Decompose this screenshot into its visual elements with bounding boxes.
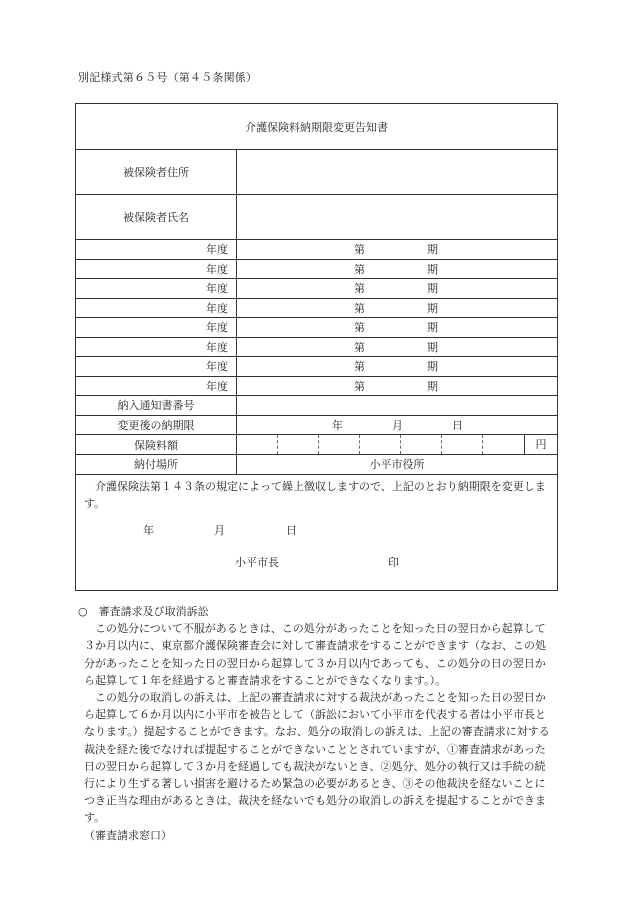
nendo-label: 年度 bbox=[76, 259, 237, 279]
ki-label: 期 bbox=[427, 379, 438, 393]
payment-place-value: 小平市役所 bbox=[237, 455, 558, 475]
ki-label: 期 bbox=[427, 262, 438, 276]
period-field[interactable] bbox=[237, 279, 558, 299]
notice-number-label: 納入通知書番号 bbox=[76, 396, 237, 416]
premium-amount-field[interactable] bbox=[237, 435, 558, 455]
yen-label: 円 bbox=[535, 438, 547, 451]
digit-box bbox=[442, 435, 483, 454]
period-field[interactable] bbox=[237, 376, 558, 396]
nendo-label: 年度 bbox=[76, 337, 237, 357]
dai-label: 第 bbox=[354, 379, 365, 393]
period-field[interactable] bbox=[237, 259, 558, 279]
nendo-label: 年度 bbox=[76, 318, 237, 338]
deadline-year: 年 bbox=[332, 418, 343, 432]
period-field[interactable] bbox=[237, 240, 558, 260]
digit-box bbox=[360, 435, 401, 454]
deadline-day: 日 bbox=[452, 418, 463, 432]
digit-box bbox=[319, 435, 360, 454]
name-field[interactable] bbox=[237, 195, 558, 240]
ki-label: 期 bbox=[427, 282, 438, 296]
digit-box bbox=[483, 435, 525, 454]
remarks-paragraph-1: この処分について不服があるときは、この処分があったことを知った日の翌日から起算して３か月以内に、東京都介護保険審査会に対して審査請求をすることができます（なお、この処分があったことを知った日の翌日から起算して３か月以内であっても、この処分の日の翌日から起算して１年を経過すると審査請求をすることができなくなります。）。 bbox=[84, 622, 546, 687]
period-row bbox=[76, 279, 558, 299]
period-field[interactable] bbox=[237, 298, 558, 318]
dai-label: 第 bbox=[354, 321, 365, 335]
nendo-label: 年度 bbox=[76, 298, 237, 318]
period-row bbox=[76, 240, 558, 260]
new-deadline-label: 変更後の納期限 bbox=[76, 415, 237, 435]
address-field[interactable] bbox=[237, 150, 558, 195]
issue-month: 月 bbox=[214, 523, 225, 537]
digit-box bbox=[237, 435, 278, 454]
period-row bbox=[76, 376, 558, 396]
period-row bbox=[76, 298, 558, 318]
nendo-label: 年度 bbox=[76, 357, 237, 377]
dai-label: 第 bbox=[354, 243, 365, 257]
ki-label: 期 bbox=[427, 321, 438, 335]
notice-statement bbox=[76, 474, 558, 590]
period-row bbox=[76, 259, 558, 279]
appeal-window-label: （審査請求窓口） bbox=[84, 828, 172, 842]
period-field[interactable] bbox=[237, 337, 558, 357]
notice-form-table bbox=[75, 103, 558, 591]
notice-number-field[interactable] bbox=[237, 396, 558, 416]
digit-box bbox=[278, 435, 319, 454]
premium-label: 保険料額 bbox=[76, 435, 237, 455]
remarks-paragraph-2: この処分の取消しの訴えは、上記の審査請求に対する裁決があったことを知った日の翌日から起算して６か月以内に小平市を被告として（訴訟において小平市を代表する者は小平市長となります。）提起することができます。なお、処分の取消しの訴えは、上記の審査請求に対する裁決を経た後でなければ提起することができないこととされていますが、①審査請求があった日の翌日から起算して３か月を経過しても裁決がないとき、②処分、処分の執行又は手続の続行により生ずる著しい損害を避けるため緊急の必要があるとき、③その他裁決を経ないことにつき正当な理由があるときは、裁決を経ないでも処分の取消しの訴えを提起することができます。 bbox=[84, 691, 550, 825]
issue-year: 年 bbox=[143, 523, 154, 537]
period-field[interactable] bbox=[237, 357, 558, 377]
mayor-title: 小平市長 bbox=[235, 555, 279, 569]
dai-label: 第 bbox=[354, 282, 365, 296]
ki-label: 期 bbox=[427, 340, 438, 354]
ki-label: 期 bbox=[427, 360, 438, 374]
dai-label: 第 bbox=[354, 340, 365, 354]
ki-label: 期 bbox=[427, 301, 438, 315]
appeal-remarks bbox=[78, 603, 554, 844]
dai-label: 第 bbox=[354, 262, 365, 276]
seal-mark: 印 bbox=[388, 555, 399, 569]
remarks-heading: ○ 審査請求及び取消訴訟 bbox=[78, 605, 209, 618]
payment-place-label: 納付場所 bbox=[76, 455, 237, 475]
notice-text: 介護保険法第１４３条の規定によって繰上徴収しますので、上記のとおり納期限を変更します。 bbox=[84, 479, 546, 510]
period-row bbox=[76, 337, 558, 357]
form-number: 別記様式第６５号（第４５条関係） bbox=[78, 71, 258, 84]
issue-day: 日 bbox=[286, 523, 297, 537]
dai-label: 第 bbox=[354, 301, 365, 315]
new-deadline-field[interactable] bbox=[237, 415, 558, 435]
nendo-label: 年度 bbox=[76, 279, 237, 299]
dai-label: 第 bbox=[354, 360, 365, 374]
nendo-label: 年度 bbox=[76, 376, 237, 396]
digit-box bbox=[401, 435, 442, 454]
form-title: 介護保険料納期限変更告知書 bbox=[76, 104, 558, 150]
name-label: 被保険者氏名 bbox=[76, 195, 237, 240]
ki-label: 期 bbox=[427, 243, 438, 257]
period-row bbox=[76, 318, 558, 338]
nendo-label: 年度 bbox=[76, 240, 237, 260]
address-label: 被保険者住所 bbox=[76, 150, 237, 195]
period-field[interactable] bbox=[237, 318, 558, 338]
deadline-month: 月 bbox=[392, 418, 403, 432]
period-row bbox=[76, 357, 558, 377]
